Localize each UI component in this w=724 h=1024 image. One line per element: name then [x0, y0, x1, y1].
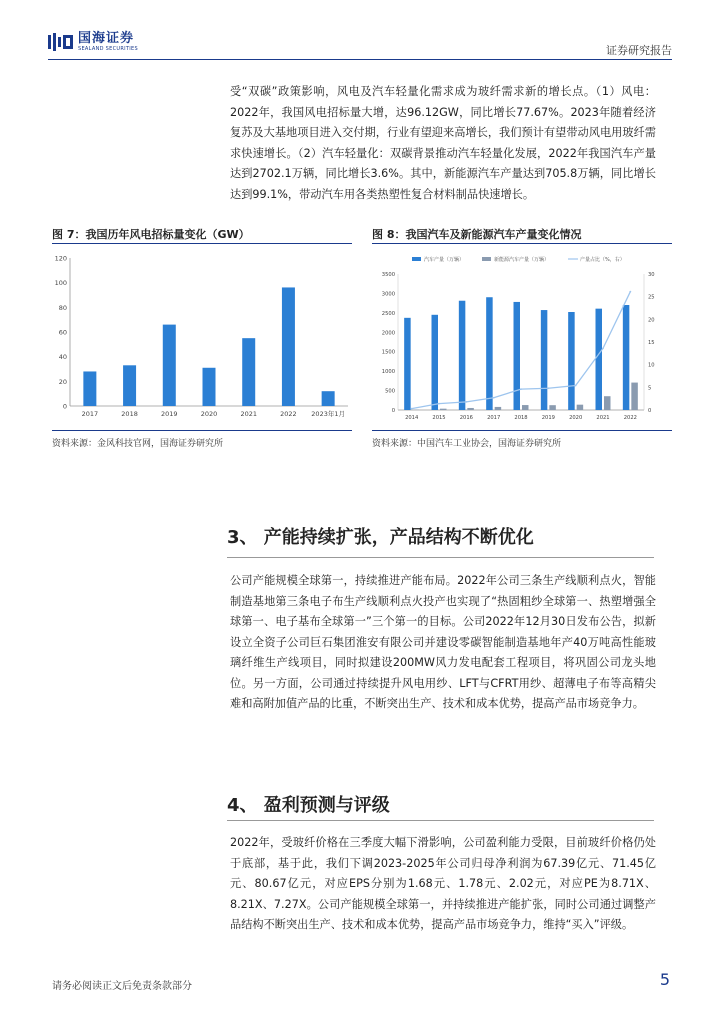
section3-body: 公司产能规模全球第一，持续推进产能布局。2022年公司三条生产线顺利点火，智能制造基地第三条电子布生产线顺利点火投产也实现了“热固粗纱全球第一、热塑增强全球第一、电子基布全球第一”三个第一的目标。公司2022年12月30日发布公告，拟新设立全资子公司巨石集团淮安有限公司并建设零碳智能制造基地年产40万吨高性能玻璃纤维生产线项目，同时拟建设200MW风力发电配套工程项目，将巩固公司龙头地位。另一方面，公司通过持续提升风电用纱、LFT与CFRT用纱、超薄电子布等高精尖难和高附加值产品的比重，不断突出生产、技术和成本优势，提高产品市场竞争力。 [230, 574, 656, 710]
auto-bar-2020 [568, 312, 575, 410]
right-tick-label: 10 [648, 362, 655, 369]
legend-label-0: 汽车产量（万辆） [424, 257, 465, 263]
y-tick-label: 60 [58, 328, 67, 337]
legend-swatch-1 [482, 257, 491, 261]
figure8-source-rule [372, 430, 672, 431]
x-tick-label: 2015 [432, 415, 446, 421]
x-tick-label: 2018 [121, 410, 138, 418]
left-tick-label: 500 [385, 388, 395, 395]
nev-bar-2021 [604, 396, 611, 410]
left-tick-label: 1000 [381, 369, 395, 376]
bar-2022 [282, 287, 295, 406]
left-tick-label: 2000 [381, 330, 395, 337]
x-tick-label: 2020 [200, 410, 218, 418]
right-tick-label: 20 [648, 317, 655, 324]
right-tick-label: 25 [648, 294, 655, 301]
auto-bar-2015 [432, 315, 439, 410]
bar-2019 [163, 325, 176, 406]
share-point-2022 [629, 291, 631, 293]
section3-rule [227, 557, 654, 558]
share-point-2019 [547, 387, 549, 389]
share-point-2018 [520, 388, 522, 390]
y-tick-label: 120 [54, 254, 67, 263]
company-logo [48, 32, 138, 52]
x-tick-label: 2021 [240, 410, 257, 418]
x-tick-label: 2021 [596, 415, 610, 421]
left-tick-label: 3500 [381, 272, 395, 278]
share-point-2015 [438, 403, 440, 405]
figure7-source-rule [52, 430, 352, 431]
right-tick-label: 5 [648, 385, 652, 392]
right-tick-label: 0 [648, 408, 652, 414]
share-point-2016 [465, 401, 467, 403]
auto-bar-2022 [623, 305, 630, 410]
section4-rule [227, 820, 654, 821]
y-tick-label: 40 [58, 353, 67, 362]
right-tick-label: 15 [648, 340, 655, 346]
legend-label-2: 产量占比（%，右） [580, 257, 625, 263]
share-point-2021 [602, 347, 604, 349]
figure7-title-rule [52, 243, 352, 244]
bar-2023年1月 [322, 391, 335, 406]
x-tick-label: 2019 [161, 410, 178, 418]
y-tick-label: 20 [58, 377, 67, 386]
wind-tender-bar-chart [52, 248, 352, 428]
y-tick-label: 0 [62, 402, 67, 411]
bar-2018 [123, 365, 136, 406]
figure7-title: 图 7：我国历年风电招标量变化（GW） [52, 228, 250, 241]
footer-disclaimer: 请务必阅读正文后免责条款部分 [52, 981, 192, 992]
x-tick-label: 2023年1月 [311, 410, 345, 418]
nev-bar-2015 [440, 409, 447, 410]
figure8-source: 资料来源：中国汽车工业协会，国海证券研究所 [372, 439, 562, 449]
report-type-label: 证券研究报告 [606, 44, 672, 57]
nev-bar-2016 [467, 408, 474, 410]
left-tick-label: 0 [391, 408, 395, 414]
header-divider [48, 59, 672, 60]
left-tick-label: 2500 [381, 310, 395, 317]
page-number: 5 [659, 970, 670, 989]
auto-bar-2018 [514, 302, 521, 410]
y-tick-label: 100 [54, 279, 67, 288]
share-point-2014 [411, 408, 413, 410]
section4-title: 4、 盈利预测与评级 [227, 795, 390, 816]
legend-label-1: 新能源汽车产量（万辆） [494, 257, 550, 263]
auto-bar-2019 [541, 310, 548, 410]
figure7-source: 资料来源：金风科技官网，国海证券研究所 [52, 439, 224, 449]
auto-bar-2021 [596, 309, 603, 410]
x-tick-label: 2022 [623, 415, 637, 421]
auto-bar-2016 [459, 301, 466, 410]
x-tick-label: 2014 [405, 415, 419, 421]
auto-bar-2017 [486, 297, 493, 410]
bar-2017 [83, 371, 96, 406]
logo-chinese-name: 国海证券 [78, 31, 135, 46]
x-tick-label: 2022 [280, 410, 297, 418]
x-tick-label: 2020 [569, 415, 583, 421]
right-tick-label: 30 [648, 272, 655, 278]
x-tick-label: 2017 [487, 415, 501, 421]
share-point-2020 [575, 385, 577, 387]
bar-2021 [242, 338, 255, 406]
section4-body: 2022年，受玻纤价格在三季度大幅下滑影响，公司盈利能力受限，目前玻纤价格仍处于底部，基于此，我们下调2023-2025年公司归母净利润为67.39亿元、71.45亿元、80.67亿元，对应EPS分别为1.68元、1.78元、2.02元，对应PE为8.71X、8.21X、7.27X。公司产能规模全球第一，并持续推进产能扩张，同时公司通过调整产品结构不断突出生产、技术和成本优势，提高产品市场竞争力，维持“买入”评级。 [230, 836, 656, 931]
logo-english-name: SEALAND SECURITIES [78, 46, 138, 52]
y-tick-label: 80 [58, 303, 67, 312]
nev-bar-2017 [495, 407, 502, 410]
x-tick-label: 2016 [459, 415, 473, 421]
auto-production-combo-chart [372, 248, 672, 428]
share-point-2017 [493, 397, 495, 399]
nev-bar-2019 [549, 405, 556, 410]
x-tick-label: 2018 [514, 415, 528, 421]
sealand-logo-icon [48, 33, 74, 51]
nev-bar-2018 [522, 405, 529, 410]
x-tick-label: 2017 [81, 410, 99, 418]
nev-bar-2020 [577, 405, 584, 410]
section3-title: 3、 产能持续扩张，产品结构不断优化 [227, 527, 534, 548]
bar-2020 [203, 368, 216, 406]
figure8-title: 图 8：我国汽车及新能源汽车产量变化情况 [372, 228, 582, 241]
left-tick-label: 3000 [381, 291, 395, 298]
intro-paragraph: 受“双碳”政策影响，风电及汽车轻量化需求成为玻纤需求新的增长点。（1）风电：2022年，我国风电招标量大增，达96.12GW，同比增长77.67%。2023年随着经济复苏及大基地项目进入交付期，行业有望迎来高增长，我们预计有望带动风电用玻纤需求快速增长。（2）汽车轻量化：双碳背景推动汽车轻量化发展，2022年我国汽车产量达到2702.1万辆，同比增长3.6%。其中，新能源汽车产量达到705.8万辆，同比增长达到99.1%，带动汽车用各类热塑性复合材料制品快速增长。 [230, 85, 656, 201]
left-tick-label: 1500 [381, 349, 395, 356]
nev-bar-2022 [631, 383, 638, 410]
x-tick-label: 2019 [541, 415, 555, 421]
legend-swatch-0 [412, 257, 421, 261]
figure8-title-rule [372, 243, 672, 244]
auto-bar-2014 [404, 318, 411, 410]
